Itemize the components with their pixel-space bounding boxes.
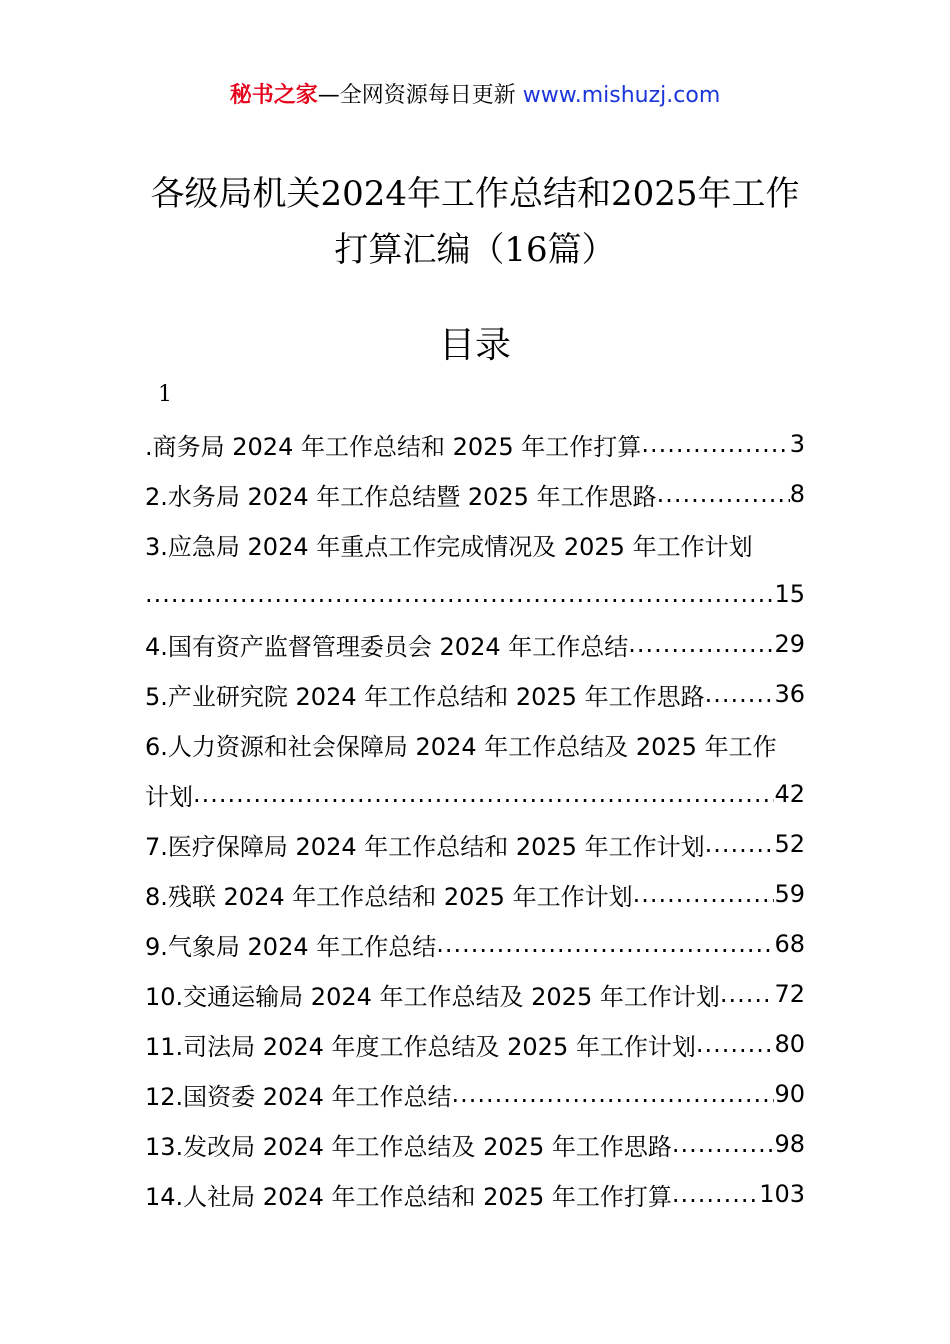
dot-leader (436, 930, 774, 958)
dot-leader (696, 1030, 775, 1058)
toc-entry-3[interactable]: 3.应急局 2024 年重点工作完成情况及 2025 年工作计划 (145, 532, 753, 561)
dot-leader (633, 880, 775, 908)
stray-number: 1 (158, 382, 172, 407)
document-title (120, 166, 830, 278)
toc-entry-10[interactable]: 10.交通运输局 2024 年工作总结及 2025 年工作计划 ..... 72 (145, 969, 805, 1019)
header-tagline: —全网资源每日更新 (317, 83, 523, 108)
title-line-2: 打算汇编（16篇） (334, 230, 616, 270)
dot-leader (705, 830, 775, 858)
toc-entry-7[interactable]: 7.医疗保障局 2024 年工作总结和 2025 年工作计划 ..... 52 (145, 819, 805, 869)
dot-leader (672, 1180, 759, 1208)
toc-entry-4[interactable]: 4.国有资产监督管理委员会 2024 年工作总结 ..... 29 (145, 619, 805, 669)
table-of-contents (145, 419, 805, 1219)
toc-entry-5[interactable]: 5.产业研究院 2024 年工作总结和 2025 年工作思路 ..... 36 (145, 669, 805, 719)
toc-entry-12[interactable]: 12.国资委 2024 年工作总结 ..... 90 (145, 1069, 805, 1119)
dot-leader (145, 580, 774, 608)
dot-leader (657, 480, 790, 508)
toc-entry-1[interactable]: .商务局 2024 年工作总结和 2025 年工作打算 ..... 3 (145, 419, 805, 469)
toc-entry-2[interactable]: 2.水务局 2024 年工作总结暨 2025 年工作思路 ..... 8 (145, 469, 805, 519)
toc-entry-9[interactable]: 9.气象局 2024 年工作总结 ..... 68 (145, 919, 805, 969)
toc-entry-14[interactable]: 14.人社局 2024 年工作总结和 2025 年工作打算 ..... 103 (145, 1169, 805, 1219)
dot-leader (720, 980, 775, 1008)
dot-leader (193, 780, 774, 808)
dot-leader (672, 1130, 775, 1158)
toc-entry-6-cont[interactable]: 计划 ..... 42 (145, 769, 805, 819)
toc-entry-6[interactable]: 6.人力资源和社会保障局 2024 年工作总结及 2025 年工作 (145, 732, 777, 761)
dot-leader (628, 630, 774, 658)
site-header (0, 80, 950, 112)
toc-heading: 目录 (438, 325, 511, 366)
brand-name: 秘书之家 (229, 83, 318, 108)
site-url-link[interactable]: www.mishuzj.com (522, 83, 721, 108)
dot-leader (641, 430, 789, 458)
toc-entry-3-cont[interactable]: ..... 15 (145, 569, 805, 619)
dot-leader (705, 680, 775, 708)
toc-entry-13[interactable]: 13.发改局 2024 年工作总结及 2025 年工作思路 ..... 98 (145, 1119, 805, 1169)
dot-leader (452, 1080, 775, 1108)
toc-entry-11[interactable]: 11.司法局 2024 年度工作总结及 2025 年工作计划 ..... 80 (145, 1019, 805, 1069)
title-line-1: 各级局机关2024年工作总结和2025年工作 (150, 174, 800, 214)
toc-entry-8[interactable]: 8.残联 2024 年工作总结和 2025 年工作计划 ..... 59 (145, 869, 805, 919)
